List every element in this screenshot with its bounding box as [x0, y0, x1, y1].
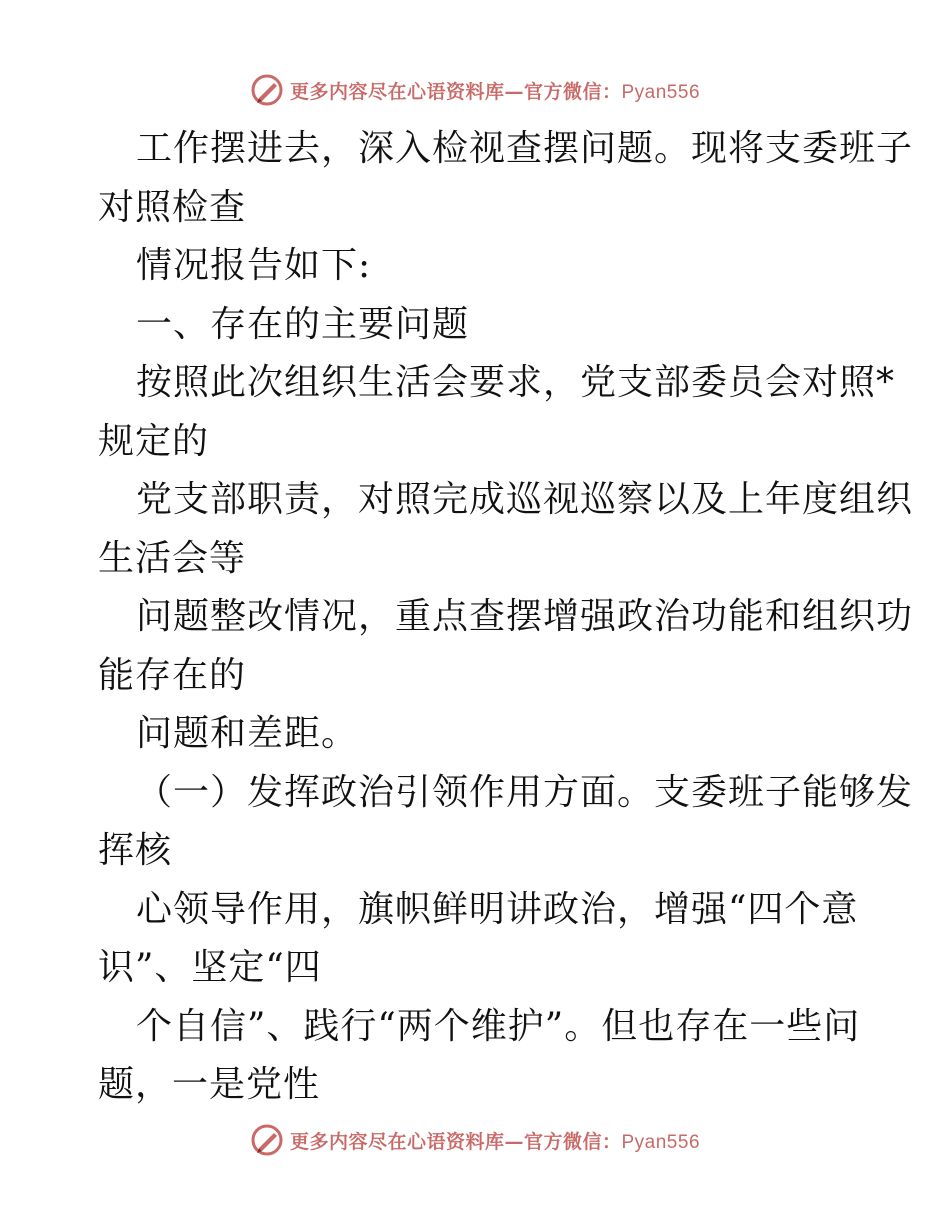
pen-logo-icon: [250, 73, 284, 107]
header-watermark-text: [290, 77, 700, 104]
body-line: 心领导作用，旗帜鲜明讲政治，增强“四个意: [136, 888, 859, 930]
body-line: 识”、坚定“四: [98, 947, 322, 988]
body-line: 问题整改情况，重点查摆增强政治功能和组织功: [136, 596, 914, 637]
footer-wechat-id: Pyan556: [621, 1131, 701, 1153]
body-line: 挥核: [98, 830, 173, 871]
body-line: 对照检查: [98, 186, 247, 228]
section-heading: 一、存在的主要问题: [136, 303, 470, 345]
header-watermark: [0, 70, 950, 110]
body-line: 工作摆进去，深入检视查摆问题。现将支委班子: [136, 128, 914, 169]
header-text: 更多内容尽在心语资料库—官方微信：: [289, 80, 622, 103]
document-body: [98, 120, 914, 1115]
footer-watermark: [0, 1120, 950, 1160]
body-line: 题，一是党性: [98, 1064, 321, 1105]
body-line: 问题和差距。: [136, 713, 359, 754]
body-line: 生活会等: [98, 537, 247, 579]
body-line: 规定的: [98, 420, 210, 462]
body-line: 个自信”、践行“两个维护”。但也存在一些问: [136, 1005, 861, 1047]
subsection-heading: （一）发挥政治引领作用方面。支委班子能够发: [136, 771, 914, 813]
footer-text: 更多内容尽在心语资料库—官方微信：: [289, 1130, 622, 1153]
body-line: 能存在的: [98, 654, 247, 696]
pen-logo-icon: [250, 1123, 284, 1157]
body-line: 党支部职责，对照完成巡视巡察以及上年度组织: [136, 479, 914, 520]
body-line: 按照此次组织生活会要求，党支部委员会对照*: [136, 362, 896, 403]
body-line: 情况报告如下:: [136, 245, 372, 286]
header-wechat-id: Pyan556: [621, 81, 701, 103]
footer-watermark-text: [290, 1127, 700, 1154]
